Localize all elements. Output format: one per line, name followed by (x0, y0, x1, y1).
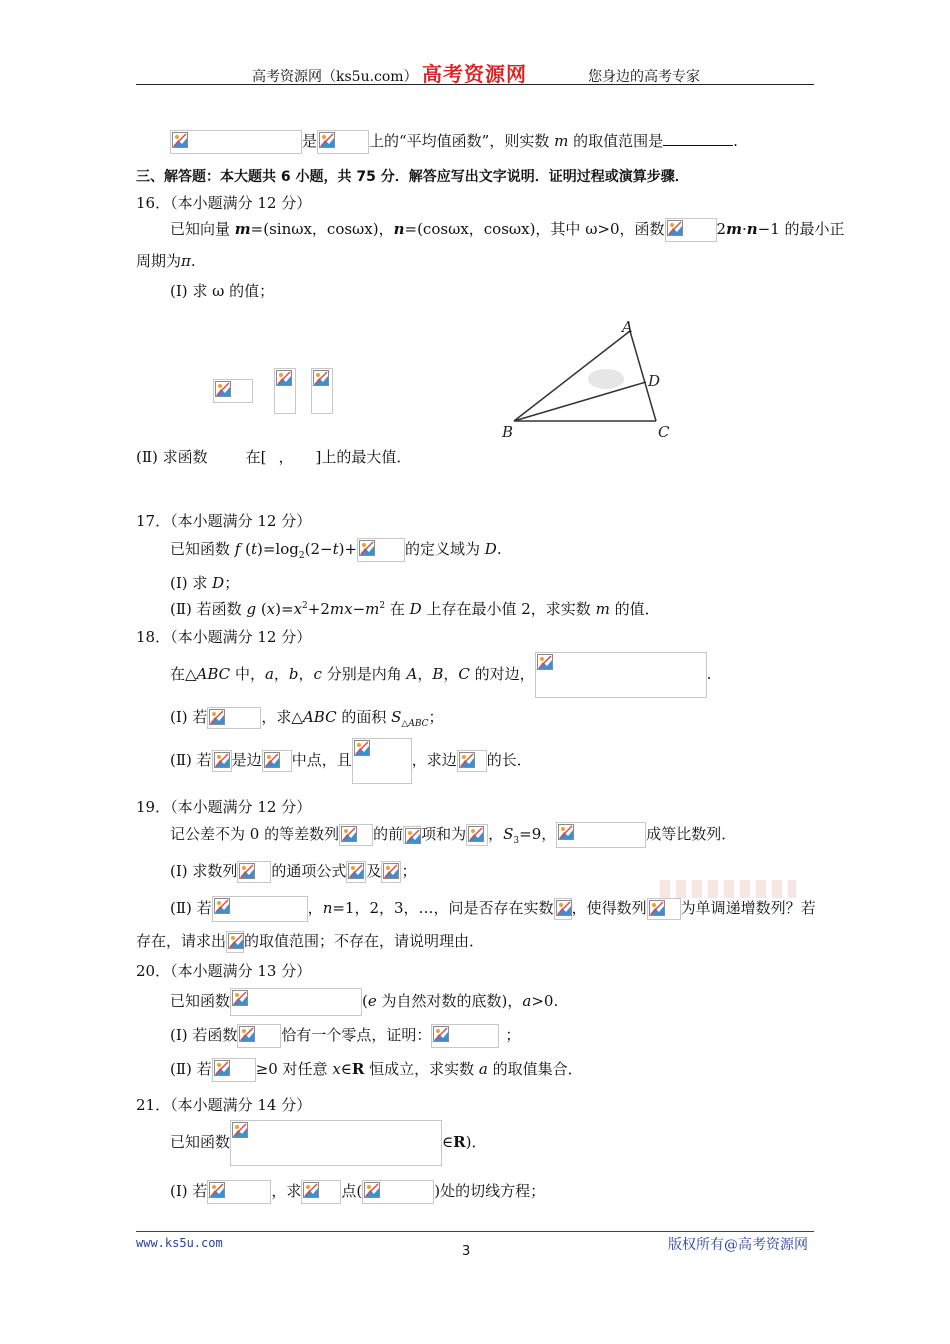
text: ， (278, 448, 294, 466)
q16-number: 16．（本小题满分 12 分） (136, 194, 312, 212)
q21-line1 (170, 1120, 486, 1166)
text: ，求 (271, 1182, 302, 1200)
text: 的值． (609, 600, 660, 618)
q18-line1 (170, 652, 711, 698)
text: 的取值范围；不存在，请说明理由． (244, 932, 485, 950)
missing-image-icon (466, 824, 488, 846)
text: 的长． (486, 751, 532, 769)
header-rule (136, 84, 814, 85)
footer-site-link[interactable]: www.ks5u.com (136, 1236, 223, 1250)
text: >0. (531, 992, 559, 1010)
text: 上存在最小值 2，求实数 (421, 600, 596, 618)
missing-image-icon (403, 826, 421, 844)
subscript: 2 (298, 551, 305, 561)
q18-number: 18．（本小题满分 12 分） (136, 628, 312, 646)
label-d: D (648, 372, 661, 390)
missing-image-icon (357, 538, 405, 562)
text: =(cosωx，cosωx)，其中 ω>0，函数 (404, 220, 665, 238)
text: 已知函数 (170, 1133, 231, 1151)
var-abc: ABC (196, 665, 231, 683)
line-average-function (170, 130, 738, 154)
text: )． (465, 1133, 487, 1151)
var-b: B (432, 665, 444, 683)
missing-image-icon (212, 896, 308, 922)
missing-image-icon (554, 898, 572, 920)
var-mx: mx (329, 600, 353, 618)
text: (Ⅰ) 求数列 (170, 862, 238, 880)
var-c: C (458, 665, 470, 683)
text: − (352, 600, 366, 618)
text: 为单调递增数列？若 (680, 899, 816, 917)
text: )处的切线方程； (434, 1182, 546, 1200)
text: 在[ (245, 448, 267, 466)
text: 在△ (170, 665, 197, 683)
set-r: R (351, 1060, 365, 1078)
text: =9， (519, 825, 557, 843)
var-m: m (234, 220, 251, 238)
missing-image-icon (647, 898, 681, 920)
missing-image-icon (665, 218, 717, 242)
superscript: 2 (379, 601, 386, 611)
missing-image-icon (226, 931, 244, 953)
label-c: C (658, 423, 670, 441)
var-d: D (212, 574, 225, 592)
q19-line1 (170, 822, 736, 848)
q21-number: 21．（本小题满分 14 分） (136, 1096, 312, 1114)
text: 恒成立，求实数 (364, 1060, 479, 1078)
missing-image-icon (207, 1180, 271, 1204)
header-left: 高考资源网（ks5u.com） (252, 69, 418, 85)
text: 2 (716, 220, 727, 238)
var-d: D (484, 540, 497, 558)
text: ， (443, 665, 459, 683)
missing-image-icon (274, 368, 296, 414)
header-right: 您身边的高考专家 (588, 69, 700, 85)
text: 的对边， (469, 665, 535, 683)
missing-image-icon (362, 1180, 434, 1204)
q16-line1 (170, 218, 845, 242)
text: 的取值集合． (487, 1060, 583, 1078)
text: (Ⅱ) 求函数 (136, 448, 208, 466)
missing-image-icon (556, 822, 646, 848)
section-title: 三、解答题：本大题共 6 小题，共 75 分．解答应写出文字说明．证明过程或演算步骤． (136, 169, 689, 185)
q18-part1 (170, 706, 444, 729)
text: ； (505, 1026, 521, 1044)
text: 分别是内角 (321, 665, 407, 683)
var-abc: ABC (302, 708, 337, 726)
missing-image-icon (230, 988, 362, 1016)
missing-image-icon (230, 1120, 442, 1166)
missing-image-icon (311, 368, 333, 414)
var-n: n (393, 220, 405, 238)
text: 在 (385, 600, 410, 618)
superscript: 2 (302, 601, 308, 611)
q19-part2 (170, 896, 816, 922)
q19-part2-cont (136, 930, 484, 953)
text: 的面积 (336, 708, 392, 726)
q20-number: 20．（本小题满分 13 分） (136, 962, 312, 980)
text: (Ⅰ) 求 (170, 574, 213, 592)
text: 为自然对数的底数)， (376, 992, 523, 1010)
text: =(sinωx，cosωx)， (250, 220, 394, 238)
text: ， (417, 665, 433, 683)
var-e: e (367, 992, 377, 1010)
text: )=log (257, 540, 299, 558)
text: 的前 (373, 825, 404, 843)
q21-part1 (170, 1180, 545, 1204)
answer-blank (663, 131, 733, 146)
missing-image-icon (212, 1058, 256, 1082)
footer-copyright: 版权所有@高考资源网 (668, 1237, 808, 1253)
segment-bd (514, 382, 646, 421)
missing-image-icon (535, 652, 707, 698)
text: ∈ (442, 1133, 454, 1151)
missing-image-icon (431, 1024, 499, 1048)
var-f: f (234, 540, 241, 558)
var-c: c (313, 665, 322, 683)
missing-image-icon (170, 130, 302, 154)
var-a: a (264, 665, 274, 683)
missing-image-icon (317, 130, 369, 154)
var-x: x (266, 600, 276, 618)
q17-line1 (170, 538, 502, 562)
text: ( (240, 540, 251, 558)
q20-part1 (170, 1024, 520, 1048)
text: 已知向量 (170, 220, 235, 238)
text: ，使得数列 (571, 899, 647, 917)
q17-number: 17．（本小题满分 12 分） (136, 512, 312, 530)
var-b: b (288, 665, 299, 683)
text: 的通项公式 (271, 862, 347, 880)
text: ≥0 对任意 (255, 1060, 333, 1078)
set-r: R (453, 1133, 466, 1151)
text: (Ⅰ) 若 (170, 1182, 208, 1200)
page-number: 3 (462, 1244, 471, 1259)
q16-part2 (136, 446, 411, 467)
missing-image-icon (212, 750, 232, 772)
text: · (741, 220, 747, 238)
var-a: A (406, 665, 418, 683)
text: 周期为 (136, 252, 182, 270)
var-g: g (246, 600, 257, 618)
var-x: x (293, 600, 303, 618)
footer-rule (136, 1231, 814, 1232)
triangle-figure (498, 316, 680, 442)
text: 存在，请求出 (136, 932, 227, 950)
text: 是 (302, 132, 318, 150)
q16-line2 (136, 250, 196, 271)
missing-image-icon (346, 861, 366, 883)
text: ，求边 (411, 751, 457, 769)
text: (Ⅱ) 若 (170, 1060, 212, 1078)
var-a: a (478, 1060, 488, 1078)
text: 的定义域为 (405, 540, 485, 558)
text: 是边 (231, 751, 262, 769)
var-m: m (365, 600, 380, 618)
text: . (733, 132, 738, 150)
var-s: S (503, 825, 514, 843)
var-m: m (554, 132, 569, 150)
missing-image-icon (352, 738, 412, 784)
text: (Ⅱ) 若 (170, 751, 212, 769)
text: =1，2，3，…，问是否存在实数 (332, 899, 554, 917)
text: −1 的最小正 (757, 220, 845, 238)
var-n: n (746, 220, 758, 238)
text: (Ⅰ) 若函数 (170, 1026, 238, 1044)
subscript: 3 (513, 836, 520, 846)
text: ∈ (340, 1060, 352, 1078)
q19-part1 (170, 860, 416, 883)
text: 中点，且 (291, 751, 352, 769)
text: (2− (304, 540, 333, 558)
blurred-mark (588, 369, 624, 389)
missing-image-icon (262, 750, 292, 772)
text: 的取值范围是 (568, 132, 664, 150)
var-pi: π (181, 252, 191, 270)
missing-image-icon (213, 379, 253, 403)
missing-image-icon (237, 1024, 281, 1048)
text: ； (428, 708, 444, 726)
text: 项和为 (421, 825, 467, 843)
var-d: D (409, 600, 422, 618)
var-t: t (332, 540, 339, 558)
missing-image-icon (301, 1180, 341, 1204)
text: (Ⅱ) 若 (170, 899, 212, 917)
text: +2 (307, 600, 330, 618)
var-s: S (391, 708, 402, 726)
text: (Ⅱ) 若函数 (170, 600, 247, 618)
q17-part1 (170, 572, 239, 593)
var-m: m (726, 220, 742, 238)
missing-image-icon (457, 750, 487, 772)
missing-image-icon (207, 707, 261, 729)
text: ]上的最大值． (315, 448, 412, 466)
text: ； (224, 574, 240, 592)
q17-part2 (170, 598, 660, 619)
subscript: △ABC (401, 719, 429, 729)
q16-part1: (Ⅰ) 求 ω 的值； (170, 282, 275, 300)
text: 中， (230, 665, 265, 683)
label-b: B (502, 423, 514, 441)
missing-image-icon (339, 824, 373, 846)
var-t: t (250, 540, 257, 558)
text: ； (401, 862, 417, 880)
text: . (496, 540, 502, 558)
q20-line1 (170, 988, 558, 1016)
text: 及 (366, 862, 382, 880)
missing-image-icon (381, 861, 401, 883)
text: ，求△ (261, 708, 303, 726)
text: 恰有一个零点，证明： (281, 1026, 432, 1044)
text: (Ⅰ) 若 (170, 708, 208, 726)
text: )= (275, 600, 294, 618)
text: 上的“平均值函数”，则实数 (369, 132, 555, 150)
text: ， (298, 665, 314, 683)
var-n: n (322, 899, 333, 917)
text: . (190, 252, 196, 270)
q20-part2 (170, 1058, 583, 1082)
var-a: a (522, 992, 532, 1010)
text: ， (488, 825, 504, 843)
text: ， (307, 899, 323, 917)
missing-image-icon (237, 861, 271, 883)
text: 记公差不为 0 的等差数列 (170, 825, 340, 843)
q18-part2 (170, 738, 532, 784)
text: 点( (341, 1182, 363, 1200)
q19-number: 19．（本小题满分 12 分） (136, 798, 312, 816)
faint-watermark-stamp (660, 880, 796, 898)
header-brand-logo: 高考资源网 (422, 62, 527, 86)
text: ， (273, 665, 289, 683)
var-x: x (332, 1060, 341, 1078)
text: ( (362, 992, 368, 1010)
text: ( (256, 600, 267, 618)
text: 成等比数列． (646, 825, 737, 843)
text: 已知函数 (170, 992, 231, 1010)
label-a: A (622, 318, 633, 336)
text: )+ (338, 540, 358, 558)
text: . (706, 665, 712, 683)
text: 已知函数 (170, 540, 235, 558)
var-m: m (595, 600, 610, 618)
